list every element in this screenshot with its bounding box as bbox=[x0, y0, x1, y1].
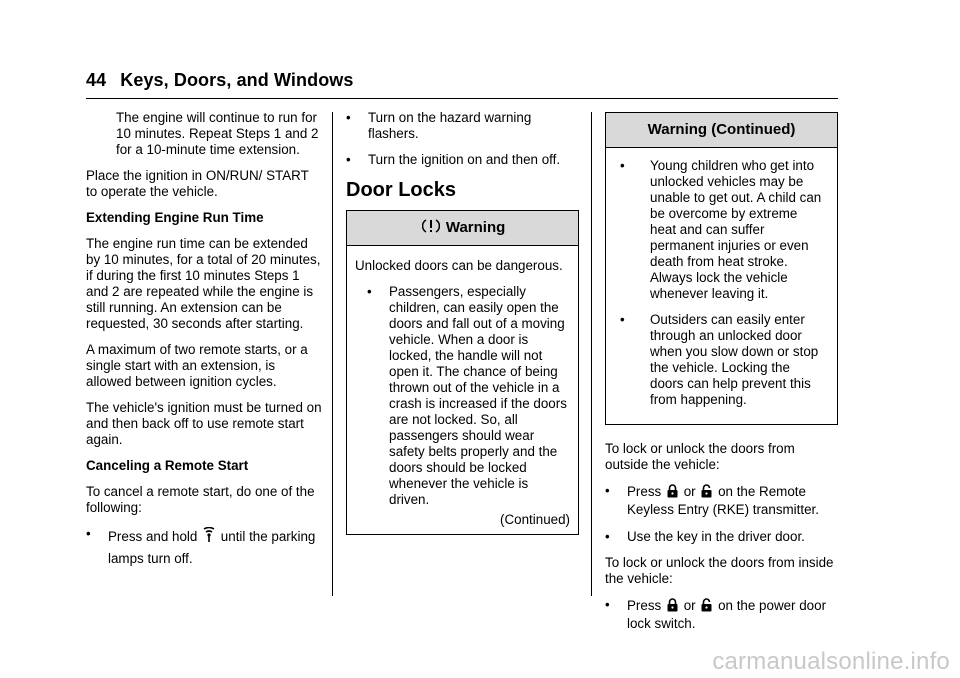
bullet-mark: • bbox=[346, 110, 351, 125]
warning-continued-header: Warning (Continued) bbox=[606, 113, 837, 148]
until-lamps-text: until the parking lamps turn off. bbox=[108, 529, 316, 566]
page-header bbox=[86, 70, 354, 91]
list-item bbox=[355, 284, 570, 508]
bullet-mark: • bbox=[605, 597, 610, 612]
continued-label: (Continued) bbox=[500, 512, 570, 527]
list-item bbox=[86, 526, 322, 570]
outsiders-text: Outsiders can easily enter through an unlocked door when you slow down or stop the vehicle. Locking the doors can help prevent this from happening. bbox=[650, 312, 819, 407]
list-item bbox=[346, 152, 579, 168]
press-text: Press bbox=[627, 484, 662, 499]
children-text: Young children who get into unlocked vehicles may be unable to get out. A child can be overcome by extreme heat and can suffer permanent injuries or even death from heat stroke. Always lock the vehicle whenever leaving it. bbox=[650, 158, 822, 301]
warning-continued-box bbox=[605, 112, 838, 425]
or-text: or bbox=[683, 484, 696, 499]
bullet-mark: • bbox=[605, 529, 610, 544]
bullet-mark: • bbox=[620, 312, 625, 327]
paragraph-place-ignition: Place the ignition in ON/RUN/ START to operate the vehicle. bbox=[86, 168, 309, 199]
column-3 bbox=[605, 112, 838, 643]
hazard-text: Turn on the hazard warning flashers. bbox=[368, 110, 532, 141]
column-divider-1 bbox=[332, 112, 333, 596]
warning-header bbox=[347, 211, 578, 246]
bullet-mark: • bbox=[620, 158, 625, 173]
chapter-title: Keys, Doors, and Windows bbox=[120, 70, 354, 90]
or-text: or bbox=[683, 598, 696, 613]
warning-bullet-text: Passengers, especially children, can easily open the doors and fall out of a moving vehicle. When a door is locked, the handle will not open it. The chance of being thrown out of the vehicle in a crash is increased if the doors are not locked. So, all passengers should wear safety belts properly and the doors should be locked whenever the vehicle is driven. bbox=[389, 284, 567, 507]
paragraph-run-time: The engine will continue to run for 10 minutes. Repeat Steps 1 and 2 for a 10-minute time extension. bbox=[116, 110, 319, 157]
unlock-icon bbox=[701, 598, 712, 612]
warning-continued-body bbox=[606, 148, 837, 424]
rke-text: on the Remote Keyless Entry (RKE) transmitter. bbox=[627, 484, 819, 517]
header-rule bbox=[86, 98, 838, 99]
paragraph-outside: To lock or unlock the doors from outside the vehicle: bbox=[605, 441, 795, 472]
paragraph-max-starts: A maximum of two remote starts, or a single start with an extension, is allowed between ignition cycles. bbox=[86, 342, 308, 389]
list-item bbox=[605, 483, 838, 519]
lock-icon bbox=[667, 598, 678, 612]
paragraph-ignition-cycle: The vehicle's ignition must be turned on and then back off to use remote start again. bbox=[86, 400, 322, 447]
bullet-mark: • bbox=[86, 526, 91, 541]
column-2 bbox=[346, 110, 579, 535]
list-item bbox=[605, 529, 838, 545]
paragraph-inside: To lock or unlock the doors from inside the vehicle: bbox=[605, 555, 834, 586]
subheading-extending: Extending Engine Run Time bbox=[86, 210, 264, 225]
bullet-mark: • bbox=[605, 483, 610, 498]
bullet-mark: • bbox=[367, 284, 372, 299]
warning-title: Warning bbox=[445, 219, 506, 236]
ignition-text: Turn the ignition on and then off. bbox=[368, 152, 561, 167]
column-1 bbox=[86, 110, 322, 580]
power-door-text: on the power door lock switch. bbox=[627, 598, 827, 631]
page-number: 44 bbox=[86, 70, 107, 90]
column-divider-2 bbox=[591, 112, 592, 596]
paragraph-cancel: To cancel a remote start, do one of the following: bbox=[86, 484, 315, 515]
warning-icon bbox=[422, 217, 440, 235]
watermark: carmanualsonline.info bbox=[712, 648, 950, 675]
warning-body bbox=[347, 246, 578, 534]
list-item bbox=[605, 597, 838, 633]
warning-intro: Unlocked doors can be dangerous. bbox=[355, 258, 563, 273]
list-item bbox=[616, 312, 827, 408]
subheading-canceling: Canceling a Remote Start bbox=[86, 458, 249, 473]
press-text: Press bbox=[627, 598, 662, 613]
list-item bbox=[346, 110, 579, 142]
bullet-mark: • bbox=[346, 152, 351, 167]
key-text: Use the key in the driver door. bbox=[627, 529, 805, 544]
press-and-hold-text: Press and hold bbox=[108, 529, 198, 544]
warning-box bbox=[346, 210, 579, 535]
lock-icon bbox=[667, 484, 678, 498]
section-title: Door Locks bbox=[346, 179, 457, 201]
list-item bbox=[616, 158, 827, 302]
remote-start-icon bbox=[203, 527, 215, 543]
paragraph-extend: The engine run time can be extended by 10 minutes, for a total of 20 minutes, if during the first 10 minutes Steps 1 and 2 are repeated while the engine is still running. An extension can be requested, 30 seconds after starting. bbox=[86, 236, 321, 331]
unlock-icon bbox=[701, 484, 712, 498]
